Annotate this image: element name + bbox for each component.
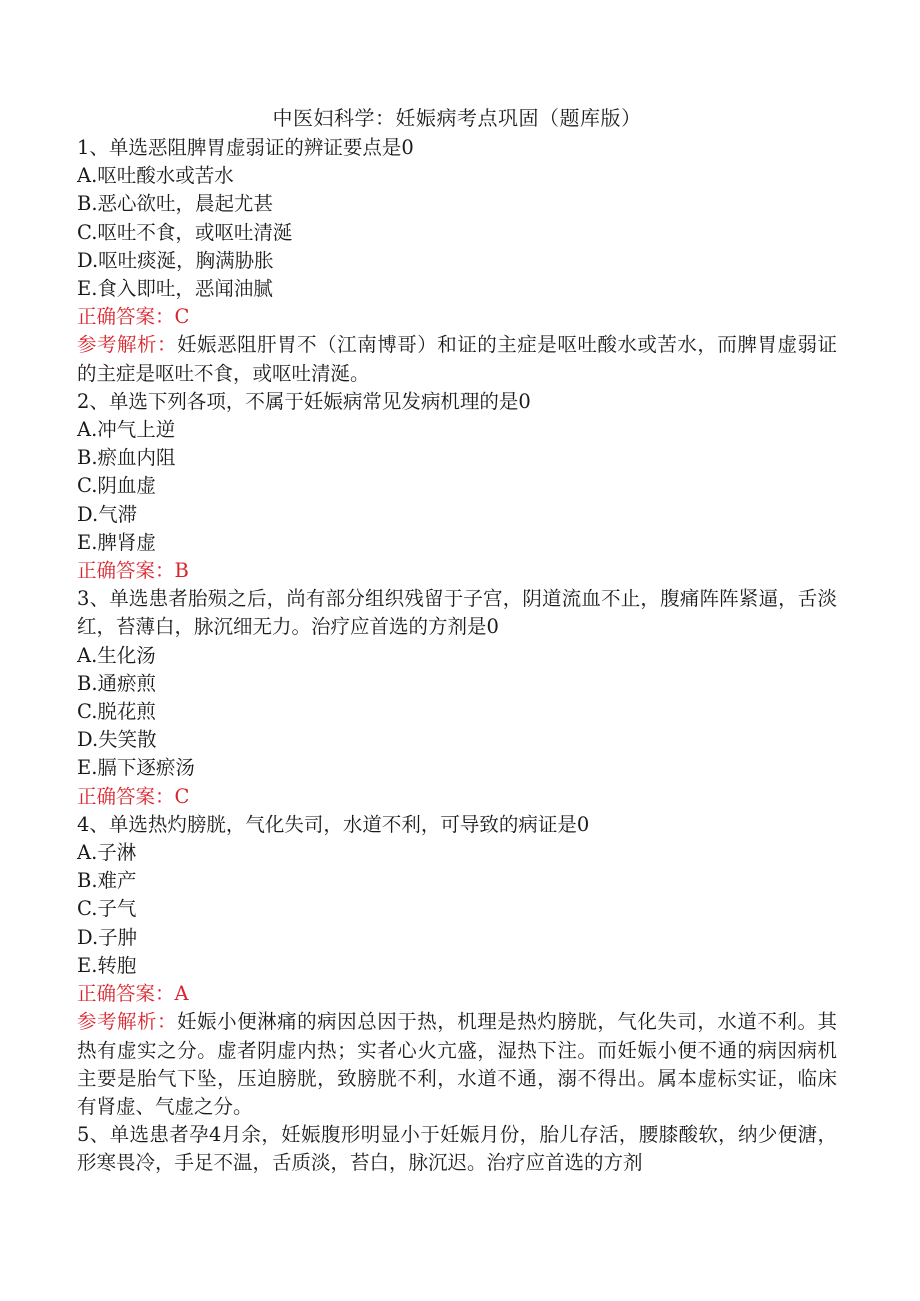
explanation <box>77 331 837 387</box>
answer-label: 正确答案： <box>77 559 175 583</box>
question-stem: 5、单选患者孕4月余，妊娠腹形明显小于妊娠月份，胎儿存活，腰膝酸软，纳少便溏，形寒畏冷，手足不温，舌质淡，苔白，脉沉迟。治疗应首选的方剂 <box>77 1123 837 1175</box>
option-c: C.呕吐不食，或呕吐清涎 <box>77 220 293 244</box>
answer-label: 正确答案： <box>77 784 175 808</box>
explanation-text: 妊娠恶阻肝胃不（江南博哥）和证的主症是呕吐酸水或苦水，而脾胃虚弱证的主症是呕吐不食，或呕吐清涎。 <box>77 333 837 385</box>
option-e: E.转胞 <box>77 953 137 977</box>
answer-line <box>77 783 837 811</box>
option-a: A.生化汤 <box>77 643 156 667</box>
option-b: B.难产 <box>77 869 137 893</box>
answer-label: 正确答案： <box>77 305 175 329</box>
answer-line <box>77 557 837 585</box>
option-d: D.气滞 <box>77 502 138 526</box>
question-stem: 3、单选患者胎殒之后，尚有部分组织残留于子宫，阴道流血不止，腹痛阵阵紧逼，舌淡红，苔薄白，脉沉细无力。治疗应首选的方剂是0 <box>77 587 837 639</box>
answer-line <box>77 303 837 331</box>
option-c: C.阴血虚 <box>77 474 156 498</box>
answer-value: A <box>174 982 189 1006</box>
option-b: B.恶心欲吐，晨起尤甚 <box>77 192 274 216</box>
question-4 <box>77 811 837 1121</box>
explanation-label: 参考解析： <box>77 333 178 357</box>
question-1 <box>77 134 837 388</box>
question-5 <box>77 1121 837 1177</box>
answer-value: B <box>174 559 189 583</box>
question-stem: 1、单选恶阻脾胃虚弱证的辨证要点是0 <box>77 136 414 159</box>
option-b: B.瘀血内阻 <box>77 446 176 470</box>
question-stem: 2、单选下列各项，不属于妊娠病常见发病机理的是0 <box>77 389 531 413</box>
document-page <box>77 104 837 1178</box>
option-a: A.子淋 <box>77 841 137 865</box>
option-d: D.失笑散 <box>77 728 157 752</box>
question-3 <box>77 585 837 811</box>
explanation-label: 参考解析： <box>77 1010 178 1034</box>
question-2 <box>77 388 837 585</box>
page-title: 中医妇科学：妊娠病考点巩固（题库版） <box>272 106 642 130</box>
option-d: D.呕吐痰涎，胸满胁胀 <box>77 248 274 272</box>
option-c: C.子气 <box>77 897 137 921</box>
explanation <box>77 1008 837 1121</box>
option-a: A.呕吐酸水或苦水 <box>77 164 234 188</box>
option-a: A.冲气上逆 <box>77 418 176 442</box>
answer-line <box>77 980 837 1008</box>
option-e: E.食入即吐，恶闻油腻 <box>77 277 273 301</box>
option-d: D.子肿 <box>77 925 138 949</box>
option-e: E.脾肾虚 <box>77 530 156 554</box>
question-stem: 4、单选热灼膀胱，气化失司，水道不利，可导致的病证是0 <box>77 812 590 836</box>
option-c: C.脱花煎 <box>77 700 156 724</box>
answer-value: C <box>174 305 190 329</box>
explanation-text: 妊娠小便淋痛的病因总因于热，机理是热灼膀胱，气化失司，水道不利。其热有虚实之分。虚者阴虚内热；实者心火亢盛，湿热下注。而妊娠小便不通的病因病机主要是胎气下坠，压迫膀胱，致膀胱不利，水道不通，溺不得出。属本虚标实证，临床有肾虚、气虚之分。 <box>77 1010 837 1118</box>
option-e: E.膈下逐瘀汤 <box>77 756 195 780</box>
option-b: B.通瘀煎 <box>77 671 157 695</box>
answer-value: C <box>174 784 190 808</box>
answer-label: 正确答案： <box>77 982 175 1006</box>
